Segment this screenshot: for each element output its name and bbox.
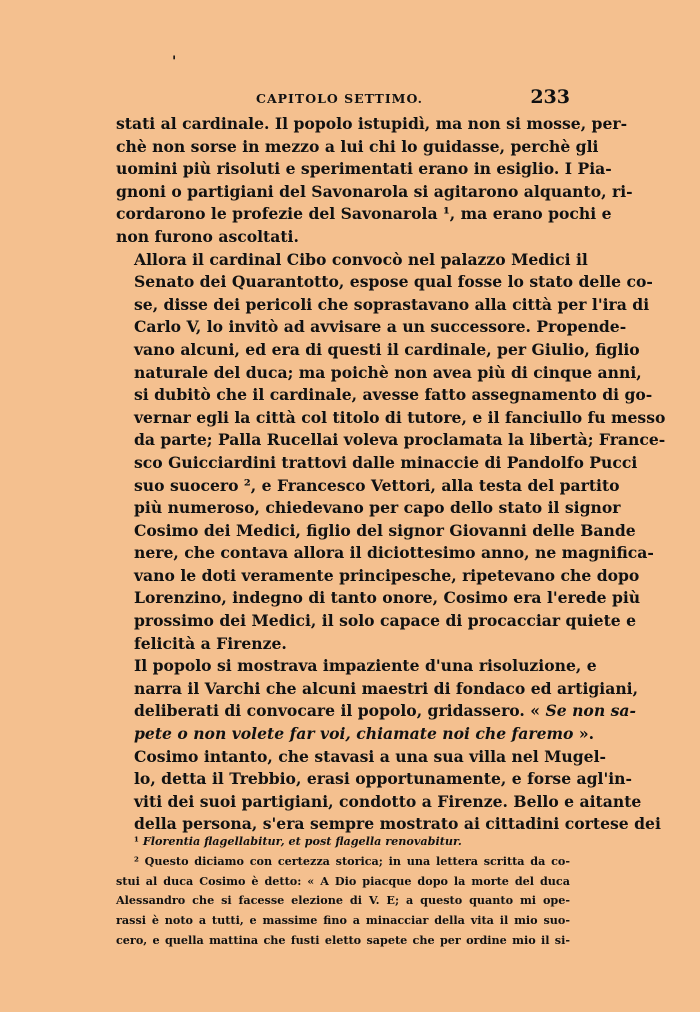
text-line: nere, che contava allora il diciottesimo anno, ne magnifica- (134, 543, 654, 563)
text-line: si dubitò che il cardinale, avesse fatto assegnamento di go- (134, 385, 653, 405)
text-line: non furono ascoltati. (116, 226, 299, 246)
text-line: vano le doti veramente principesche, ripetevano che dopo (134, 565, 640, 585)
paragraph-4 (116, 746, 661, 836)
page-header (116, 88, 570, 110)
text-line: Allora il cardinal Cibo convocò nel palazzo Medici il (134, 249, 588, 269)
text-line: Carlo V, lo invitò ad avvisare a un successore. Propende- (134, 317, 627, 337)
body-text (116, 113, 666, 836)
text-line (116, 700, 636, 723)
paragraph-1 (116, 113, 633, 249)
quoted-speech: pete o non volete far voi, chiamate noi che faremo (134, 724, 574, 744)
footnote-line (116, 852, 570, 872)
text-line: Cosimo dei Medici, figlio del signor Giovanni delle Bande (134, 520, 636, 540)
footnote-line: stui al duca Cosimo è detto: « A Dio piacque dopo la morte del duca (116, 873, 570, 888)
text-line: Lorenzino, indegno di tanto onore, Cosimo era l'erede più (134, 588, 641, 608)
footnote-text: Florentia flagellabitur, et post flagella renovabitur. (142, 834, 462, 848)
footnote-line: cero, e quella mattina che fusti eletto sapete che per ordine mio il si- (116, 932, 570, 947)
text-line: della persona, s'era sempre mostrato ai cittadini cortese dei (134, 814, 661, 834)
text-line: sco Guicciardini trattovi dalle minaccie di Pandolfo Pucci (134, 452, 638, 472)
text-segment: deliberati di convocare il popolo, gridassero. (134, 701, 525, 721)
text-line: viti dei suoi partigiani, condotto a Firenze. Bello e aitante (134, 791, 642, 811)
footnote-marker: ¹ (134, 834, 139, 848)
text-line: Cosimo intanto, che stavasi a una sua villa nel Mugel- (134, 746, 606, 766)
text-line: più numeroso, chiedevano per capo dello stato il signor (134, 498, 621, 518)
page-number: 233 (530, 86, 570, 108)
paragraph-3 (116, 655, 639, 745)
text-line: naturale del duca; ma poichè non avea più di cinque anni, (134, 362, 642, 382)
running-head: CAPITOLO SETTIMO. (256, 91, 424, 106)
text-line: uomini più risoluti e sperimentati erano in esiglio. I Pia- (116, 159, 612, 179)
text-line: prossimo dei Medici, il solo capace di procacciar quiete e (134, 611, 637, 631)
quote-mark: « (530, 701, 541, 721)
footnotes (116, 832, 570, 951)
footnote-text: Questo diciamo con certezza storica; in una lettera scritta da co- (144, 853, 570, 868)
quote-mark: ». (578, 724, 595, 744)
text-line: da parte; Palla Rucellai voleva proclamata la libertà; France- (134, 430, 666, 450)
text-line: vernar egli la città col titolo di tutore, e il fanciullo fu messo (134, 407, 666, 427)
stray-ink-mark: ' (172, 54, 177, 70)
quoted-speech: Se non sa- (545, 701, 636, 721)
text-line: cordarono le profezie del Savonarola ¹, ma erano pochi e (116, 204, 612, 224)
text-line: narra il Varchi che alcuni maestri di fondaco ed artigiani, (134, 678, 639, 698)
footnote-line: Alessandro che si facesse elezione di V. E; a questo quanto mi ope- (116, 893, 570, 908)
text-line: Senato dei Quarantotto, espose qual fosse lo stato delle co- (134, 272, 653, 292)
text-line: lo, detta il Trebbio, erasi opportunamente, e forse agl'in- (134, 769, 632, 789)
footnote-marker: ² (134, 853, 139, 868)
footnote-1 (116, 832, 570, 852)
footnote-2 (116, 852, 570, 951)
text-line: Il popolo si mostrava impaziente d'una risoluzione, e (134, 656, 597, 676)
text-line: suo suocero ², e Francesco Vettori, alla testa del partito (134, 475, 620, 495)
text-line: stati al cardinale. Il popolo istupidì, ma non si mosse, per- (116, 114, 628, 133)
text-line: felicità a Firenze. (134, 633, 287, 653)
text-line: chè non sorse in mezzo a lui chi lo guidasse, perchè gli (116, 136, 599, 156)
text-line: vano alcuni, ed era di questi il cardinale, per Giulio, figlio (134, 339, 640, 359)
text-line: se, disse dei pericoli che soprastavano alla città per l'ira di (134, 294, 650, 314)
text-line: gnoni o partigiani del Savonarola si agitarono alquanto, ri- (116, 181, 633, 201)
text-line (116, 723, 595, 746)
paragraph-2 (116, 249, 666, 656)
footnote-line: rassi è noto a tutti, e massime fino a minacciar della vita il mio suo- (116, 913, 570, 928)
